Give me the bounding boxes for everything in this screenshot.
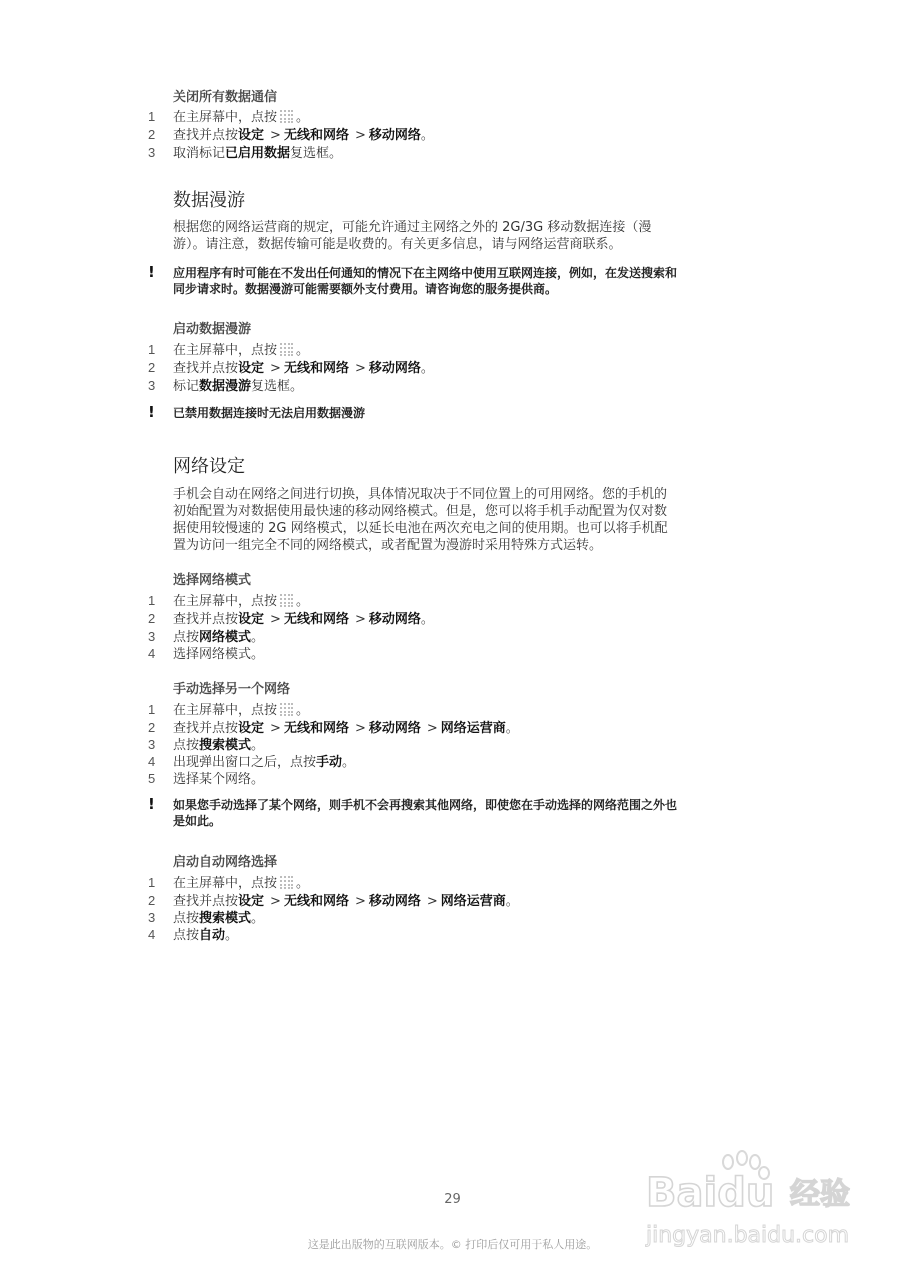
step-number: 1: [148, 342, 156, 357]
step-number: 1: [148, 875, 156, 890]
apps-grid-icon: [280, 594, 293, 607]
apps-grid-icon: [280, 343, 293, 356]
step-item: 2 查找并点按设定 > 无线和网络 > 移动网络 > 网络运营商。: [148, 720, 519, 736]
step-number: 1: [148, 593, 156, 608]
step-item: 4 出现弹出窗口之后，点按手动。: [148, 754, 356, 770]
step-number: 4: [148, 927, 156, 942]
step-number: 2: [148, 611, 156, 626]
step-number: 4: [148, 754, 156, 769]
step-number: 3: [148, 737, 156, 752]
exclamation-icon: !: [148, 263, 155, 281]
step-item: 3 点按搜索模式。: [148, 737, 265, 753]
baidu-watermark-logo: [640, 1148, 870, 1258]
step-number: 5: [148, 771, 156, 786]
step-item: 1 在主屏幕中，点按 。: [148, 342, 310, 358]
step-item: 2 查找并点按设定 > 无线和网络 > 移动网络。: [148, 611, 434, 627]
step-item: 3 点按网络模式。: [148, 629, 265, 645]
step-item: 4 点按自动。: [148, 927, 239, 943]
step-number: 4: [148, 646, 156, 661]
step-item: 5 选择某个网络。: [148, 771, 265, 787]
step-number: 3: [148, 145, 156, 160]
step-item: 2 查找并点按设定 > 无线和网络 > 移动网络 > 网络运营商。: [148, 893, 519, 909]
apps-grid-icon: [280, 110, 293, 123]
step-number: 3: [148, 378, 156, 393]
step-number: 2: [148, 893, 156, 908]
page-number: 29: [444, 1192, 461, 1207]
step-number: 1: [148, 702, 156, 717]
step-item: 1 在主屏幕中，点按 。: [148, 109, 310, 125]
step-item: 1 在主屏幕中，点按 。: [148, 702, 310, 718]
step-item: 2 查找并点按设定 > 无线和网络 > 移动网络。: [148, 127, 434, 143]
procedure-title-auto-select: 启动自动网络选择: [173, 855, 278, 870]
watermark-url: jingyan.baidu.com: [646, 1223, 850, 1248]
step-number: 2: [148, 360, 156, 375]
step-item: 3 点按搜索模式。: [148, 910, 265, 926]
step-number: 1: [148, 109, 156, 124]
step-item: 3 取消标记已启用数据复选框。: [148, 145, 343, 161]
procedure-title-disable-data: 关闭所有数据通信: [173, 90, 278, 105]
step-item: 2 查找并点按设定 > 无线和网络 > 移动网络。: [148, 360, 434, 376]
watermark-brand: Baidu: [646, 1170, 775, 1216]
manual-page: 关闭所有数据通信 1 在主屏幕中，点按 。 2 查找并点按设定 > 无线和网络 > 移动网络。 3 取消标记已启用数据复选框。 数据漫游 根据您的网络运营商的规定，可能允许通过主网络之外的 2G/3G 移动数据连接（漫 游）。请注意，数据传输可能是收费的。有关更多信息，请与网络运营商联系。 ! 应用程序有时可能在不发出任何通知的情况下在主网络中使用互联网连接，例如，在发送搜索和 同步请求时。数据漫游可能需要额外支付费用。请咨询您的服务提供商。 启动数据漫游 1 在主屏幕中，点按 。 2 查找并点按设定 > 无线和网络 > 移动网络。 3 标记数据漫游复选框。 ! 已禁用数据连接时无法启用数据漫游 网络设定 手机会自动在网络之间进行切换，具体情况取决于不同位置上的可用网络。您的手机的 初始配置为对数据使用最快速的移动网络模式。但是，您可以将手机手动配置为仅对数 据使用较慢速的 2G 网络模式，以延长电池在两次充电之间的使用期。也可以将手机配 置为访问一组完全不同的网络模式，或者配置为漫游时采用特殊方式运转。 选择网络模式 1 在主屏幕中，点按 。 2 查找并点按设定 > 无线和网络 > 移动网络。 3 点按网络模式。 4 选择网络模式。 手动选择另一个网络 1 在主屏幕中，点按 。 2 查找并点按设定 > 无线和网络 > 移动网络 > 网络运营商。 3 点按搜索模式。 4 出现弹出窗口之后，点按手动。 5 选择某个网络。 ! 如果您手动选择了某个网络，则手机不会再搜索其他网络，即使您在手动选择的网络范围之外也 是如此。 启动自动网络选择 1 在主屏幕中，点按 。 2 查找并点按设定 > 无线和网络 > 移动网络 > 网络运营商。 3 点按搜索模式。 4 点按自动。 29 这是此出版物的互联网版本。© 打印后仅可用于私人用途。 Baidu 经验 jingyan.baidu.com: [0, 0, 905, 1280]
procedure-title-manual-select: 手动选择另一个网络: [173, 682, 291, 697]
step-number: 2: [148, 720, 156, 735]
apps-grid-icon: [280, 703, 293, 716]
step-item: 3 标记数据漫游复选框。: [148, 378, 304, 394]
step-item: 1 在主屏幕中，点按 。: [148, 875, 310, 891]
exclamation-icon: !: [148, 795, 155, 813]
roaming-paragraph: 根据您的网络运营商的规定，可能允许通过主网络之外的 2G/3G 移动数据连接（漫 游）。请注意，数据传输可能是收费的。有关更多信息，请与网络运营商联系。: [173, 220, 652, 252]
exclamation-icon: !: [148, 403, 155, 421]
step-number: 3: [148, 910, 156, 925]
step-item: 1 在主屏幕中，点按 。: [148, 593, 310, 609]
section-heading-roaming: 数据漫游: [173, 190, 245, 211]
step-number: 3: [148, 629, 156, 644]
step-number: 2: [148, 127, 156, 142]
watermark-cn: 经验: [790, 1177, 850, 1212]
step-item: 4 选择网络模式。: [148, 646, 265, 662]
section-heading-network-settings: 网络设定: [173, 456, 245, 477]
footer-note: 这是此出版物的互联网版本。© 打印后仅可用于私人用途。: [307, 1238, 598, 1251]
network-settings-paragraph: 手机会自动在网络之间进行切换，具体情况取决于不同位置上的可用网络。您的手机的 初始配置为对数据使用最快速的移动网络模式。但是，您可以将手机手动配置为仅对数 据使用较慢速的 2G 网络模式，以延长电池在两次充电之间的使用期。也可以将手机配 置为访问一组完全不同的网络模式，或者配置为漫游时采用特殊方式运转。: [173, 487, 668, 553]
procedure-title-enable-roaming: 启动数据漫游: [173, 322, 252, 337]
procedure-title-select-mode: 选择网络模式: [173, 573, 252, 588]
apps-grid-icon: [280, 876, 293, 889]
